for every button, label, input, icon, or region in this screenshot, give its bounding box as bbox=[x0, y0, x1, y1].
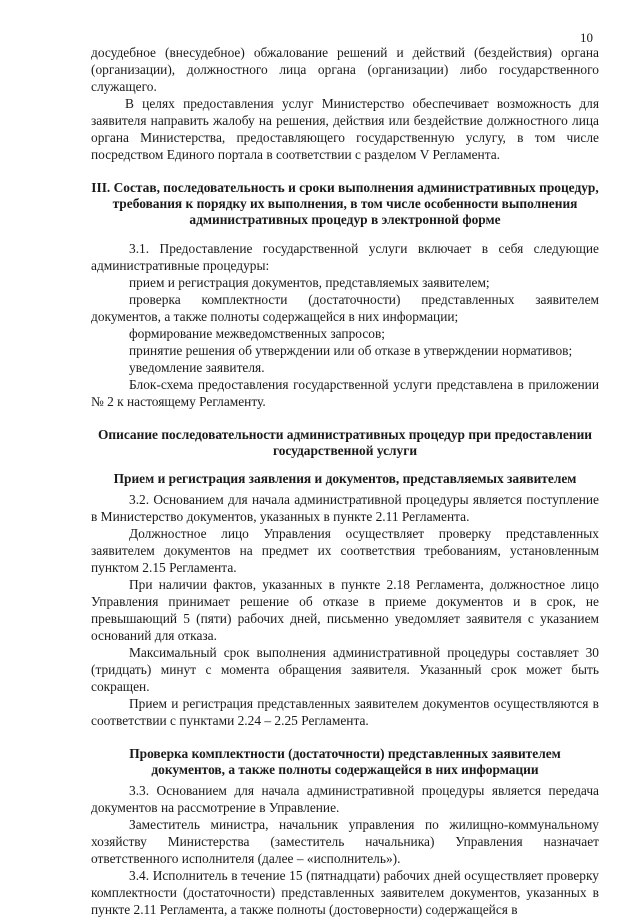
document-body bbox=[91, 44, 599, 918]
procedure-item: принятие решения об утверждении или об отказе в утверждении нормативов; bbox=[129, 343, 573, 358]
paragraph-3-2: 3.2. Основанием для начала административной процедуры является поступление в Министерство документов, указанных в пункте 2.11 Регламента. bbox=[91, 492, 599, 524]
paragraph-3-3: 3.3. Основанием для начала административной процедуры является передача документов на рассмотрение в Управление. bbox=[91, 783, 599, 815]
completeness-heading: Проверка комплектности (достаточности) представленных заявителем документов, а также полноты содержащейся в них информации bbox=[129, 746, 561, 777]
intro-paragraph-2: В целях предоставления услуг Министерство обеспечивает возможность для заявителя направить жалобу на решения, действия или бездействие должностного лица органа Министерства, предоставляющего государственную услугу, в том числе посредством Единого портала в соответствии с разделом V Регламента. bbox=[91, 96, 599, 162]
paragraph-3-1: 3.1. Предоставление государственной услуги включает в себя следующие административные процедуры: bbox=[91, 241, 599, 273]
procedure-item: проверка комплектности (достаточности) представленных заявителем документов, а также полноты содержащейся в них информации; bbox=[91, 292, 599, 324]
registration-paragraph: Прием и регистрация представленных заявителем документов осуществляются в соответствии с пунктами 2.24 – 2.25 Регламента. bbox=[91, 696, 599, 728]
procedure-item: формирование межведомственных запросов; bbox=[129, 326, 385, 341]
paragraph-3-4: 3.4. Исполнитель в течение 15 (пятнадцати) рабочих дней осуществляет проверку комплектности (достаточности) представленных заявителем документов, указанных в пункте 2.11 Регламента, а также полноты (достоверности) содержащейся в bbox=[91, 868, 599, 917]
reception-heading: Прием и регистрация заявления и документов, представляемых заявителем bbox=[113, 471, 577, 486]
blockscheme-paragraph: Блок-схема предоставления государственной услуги представлена в приложении № 2 к настоящему Регламенту. bbox=[91, 377, 599, 409]
section-3-heading: III. Состав, последовательность и сроки выполнения административных процедур, требования к порядку их выполнения, в том числе особенности выполнения административных процедур в электронной форме bbox=[91, 180, 599, 227]
refusal-paragraph: При наличии фактов, указанных в пункте 2.18 Регламента, должностное лицо Управления принимает решение об отказе в приеме документов и в срок, не превышающий 5 (пяти) рабочих дней, письменно уведомляет заявителя с указанием оснований для отказа. bbox=[91, 577, 599, 643]
page-number: 10 bbox=[580, 30, 593, 45]
procedure-item: уведомление заявителя. bbox=[129, 360, 265, 375]
official-check-paragraph: Должностное лицо Управления осуществляет проверку представленных заявителем документов на предмет их соответствия требованиям, установленным пунктом 2.15 Регламента. bbox=[91, 526, 599, 575]
deputy-paragraph: Заместитель министра, начальник управления по жилищно-коммунальному хозяйству Министерства (заместитель начальника) Управления назначает ответственного исполнителя (далее – «исполнитель»). bbox=[91, 817, 599, 866]
description-heading: Описание последовательности административных процедур при предоставлении государственной услуги bbox=[97, 427, 593, 458]
procedure-item: прием и регистрация документов, представляемых заявителем; bbox=[129, 275, 490, 290]
max-term-paragraph: Максимальный срок выполнения административной процедуры составляет 30 (тридцать) минут с момента обращения заявителя. Указанный срок может быть сокращен. bbox=[91, 645, 599, 694]
intro-paragraph-1: досудебное (внесудебное) обжалование решений и действий (бездействия) органа (организации), должностного лица органа (организации) либо государственного служащего. bbox=[91, 45, 599, 94]
